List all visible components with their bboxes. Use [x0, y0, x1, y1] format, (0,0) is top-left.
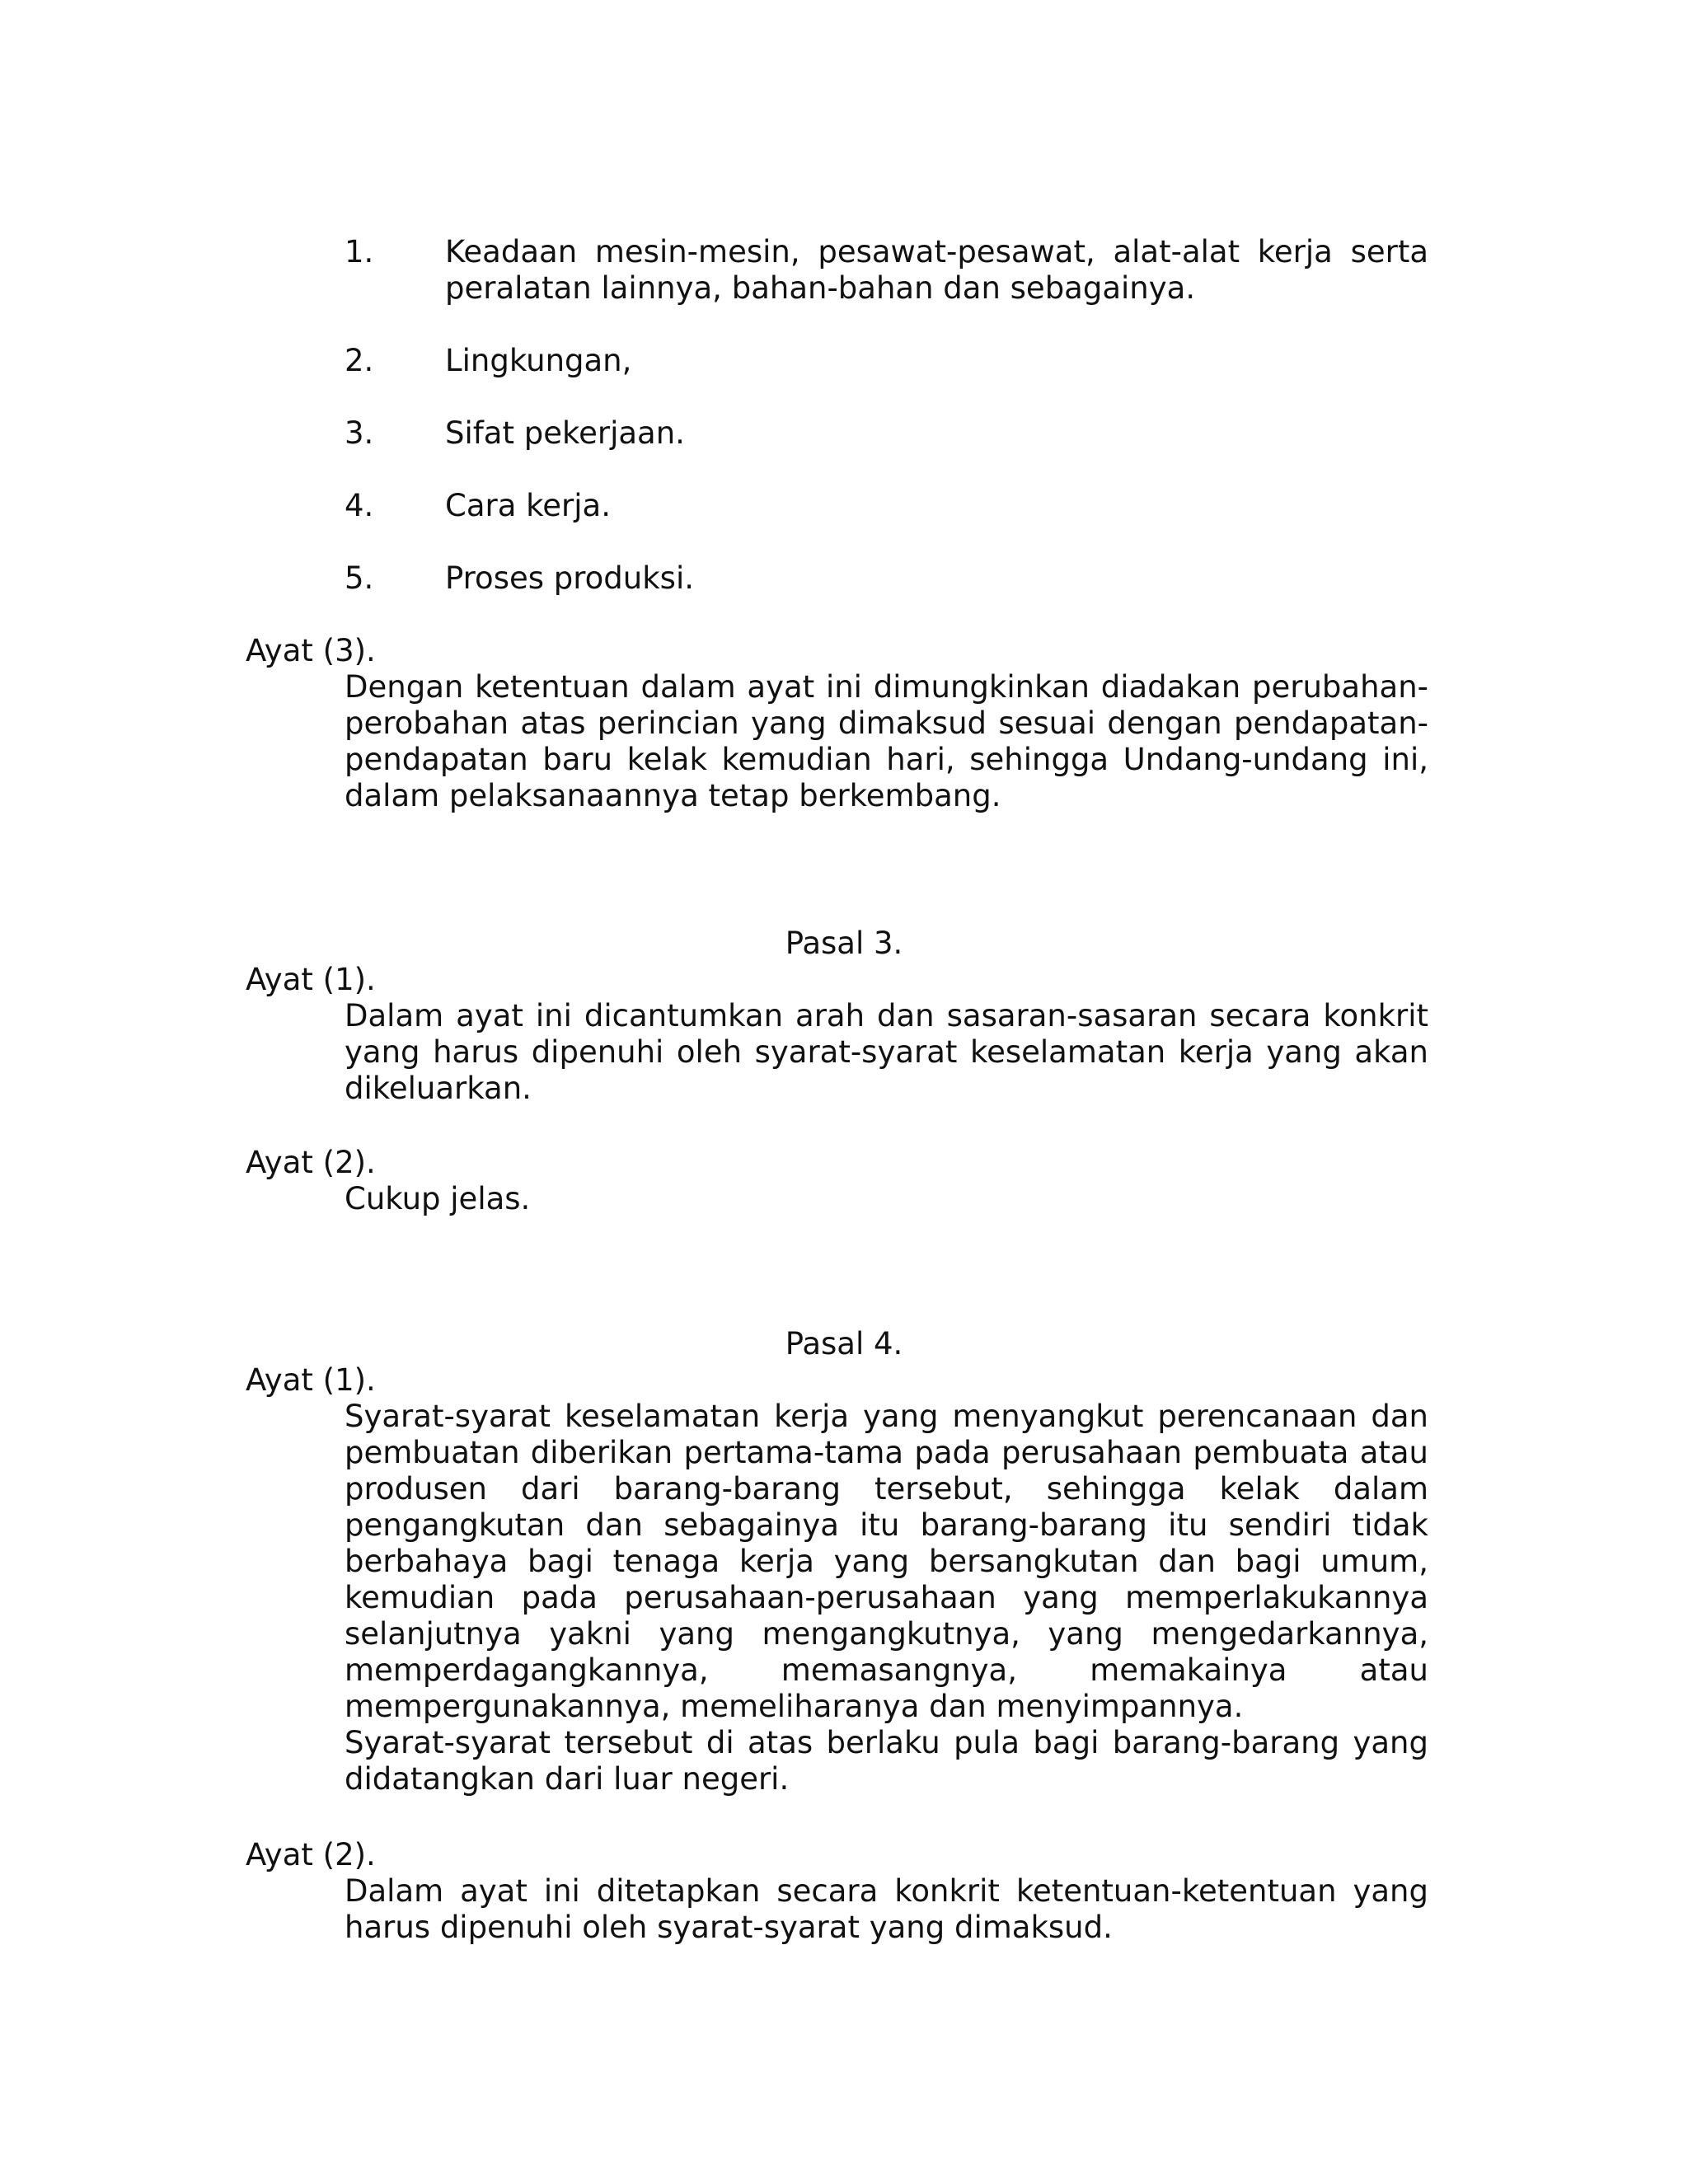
ayat-label: Ayat (2). — [246, 1145, 376, 1180]
ayat-paragraph — [345, 1399, 1428, 1797]
ayat-label: Ayat (1). — [246, 962, 376, 997]
list-item-text: Sifat pekerjaan. — [445, 415, 685, 451]
list-item — [345, 234, 1428, 307]
ayat-paragraph — [345, 1873, 1428, 1946]
ayat-label: Ayat (3). — [246, 633, 376, 668]
list-item-number: 3. — [345, 415, 374, 451]
ayat-text: Dalam ayat ini ditetapkan secara konkrit ketentuan-ketentuan yang harus dipenuhi oleh syarat-syarat yang dimaksud. — [345, 1873, 1428, 1945]
list-item — [345, 560, 1428, 597]
list-item-number: 1. — [345, 234, 374, 269]
list-item-text: Cara kerja. — [445, 488, 611, 523]
ayat-label: Ayat (2). — [246, 1837, 376, 1872]
ayat-text: Dengan ketentuan dalam ayat ini dimungkinkan diadakan perubahan-perobahan atas perincian yang dimaksud sesuai dengan pendapatan-pendapatan baru kelak kemudian hari, sehingga Undang-undang ini, dalam pelaksanaannya tetap berkembang. — [345, 669, 1428, 813]
pasal-heading: Pasal 4. — [785, 1326, 903, 1361]
ayat-text: Cukup jelas. — [345, 1181, 531, 1216]
list-item-text: Proses produksi. — [445, 560, 694, 596]
ayat-text: Dalam ayat ini dicantumkan arah dan sasaran-sasaran secara konkrit yang harus dipenuhi oleh syarat-syarat keselamatan kerja yang akan dikeluarkan. — [345, 998, 1428, 1106]
list-item-number: 2. — [345, 343, 374, 378]
list-item-number: 4. — [345, 488, 374, 523]
list-item-text: Lingkungan, — [445, 343, 632, 378]
list-item — [345, 488, 1428, 524]
ayat-paragraph — [345, 1181, 1428, 1217]
ayat-text: Syarat-syarat keselamatan kerja yang menyangkut perencanaan dan pembuatan diberikan pertama-tama pada perusahaan pembuata atau produsen dari barang-barang tersebut, sehingga kelak dalam pengangkutan dan sebagainya itu barang-barang itu sendiri tidak berbahaya bagi tenaga kerja yang bersangkutan dan bagi umum, kemudian pada perusahaan-perusahaan yang memperlakukannya selanjutnya yakni yang mengangkutnya, yang mengedarkannya, memperdagangkannya, memasangnya, memakainya atau mempergunakannya, memeliharanya dan menyimpannya. — [345, 1399, 1428, 1724]
ayat-text: Syarat-syarat tersebut di atas berlaku pula bagi barang-barang yang didatangkan dari luar negeri. — [345, 1725, 1428, 1797]
ayat-paragraph — [345, 998, 1428, 1107]
ayat-label: Ayat (1). — [246, 1362, 376, 1398]
list-item-text: Keadaan mesin-mesin, pesawat-pesawat, alat-alat kerja serta peralatan lainnya, bahan-bahan dan sebagainya. — [445, 234, 1428, 306]
pasal-heading: Pasal 3. — [785, 926, 903, 961]
list-item — [345, 415, 1428, 452]
numbered-list — [345, 234, 1428, 633]
list-item — [345, 343, 1428, 379]
ayat-paragraph — [345, 669, 1428, 814]
list-item-number: 5. — [345, 560, 374, 596]
